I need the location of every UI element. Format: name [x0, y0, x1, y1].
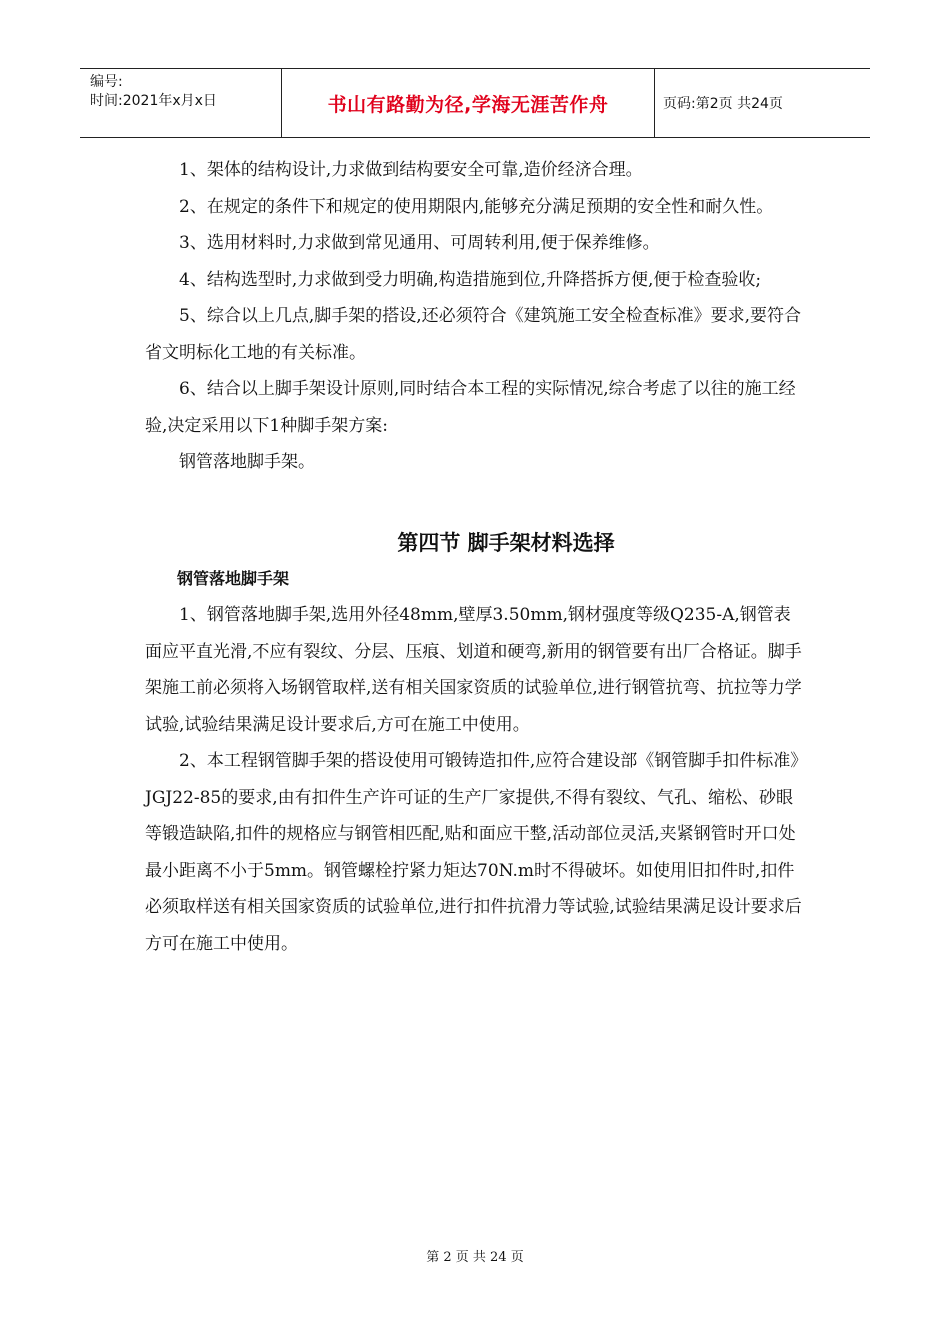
page-footer: 第 2 页 共 24 页 [426, 1250, 524, 1265]
header-page-info: 页码:第2页 共24页 [663, 96, 783, 112]
paragraph: 2、本工程钢管脚手架的搭设使用可锻铸造扣件,应符合建设部《钢管脚手扣件标准》JGJ22-85的要求,由有扣件生产许可证的生产厂家提供,不得有裂纹、气孔、缩松、砂眼等锻造缺陷,扣件的规格应与钢管相匹配,贴和面应干整,活动部位灵活,夹紧钢管时开口处最小距离不小于5mm。钢管螺栓拧紧力矩达70N.m时不得破坏。如使用旧扣件时,扣件必须取样送有相关国家资质的试验单位,进行扣件抗滑力等试验,试验结果满足设计要求后方可在施工中使用。 [145, 751, 802, 954]
paragraph: 3、选用材料时,力求做到常见通用、可周转利用,便于保养维修。 [179, 233, 660, 253]
document-body [145, 152, 807, 962]
paragraph: 5、综合以上几点,脚手架的搭设,还必须符合《建筑施工安全检查标准》要求,要符合省文明标化工地的有关标准。 [145, 306, 802, 363]
subheading: 钢管落地脚手架 [177, 568, 290, 588]
time-label: 时间:2021年x月x日 [90, 93, 217, 109]
paragraph: 1、钢管落地脚手架,选用外径48mm,壁厚3.50mm,钢材强度等级Q235-A,钢管表面应平直光滑,不应有裂纹、分层、压痕、划道和硬弯,新用的钢管要有出厂合格证。脚手架施工前必须将入场钢管取样,送有相关国家资质的试验单位,进行钢管抗弯、抗拉等力学试验,试验结果满足设计要求后,方可在施工中使用。 [145, 605, 802, 735]
header-motto: 书山有路勤为径,学海无涯苦作舟 [282, 69, 655, 137]
number-label: 编号: [90, 74, 123, 90]
page-header [80, 68, 870, 138]
paragraph: 2、在规定的条件下和规定的使用期限内,能够充分满足预期的安全性和耐久性。 [179, 196, 774, 217]
paragraph: 1、架体的结构设计,力求做到结构要安全可靠,造价经济合理。 [179, 160, 643, 180]
section-title: 第四节 脚手架材料选择 [397, 530, 615, 555]
header-meta [80, 69, 282, 137]
paragraph: 钢管落地脚手架。 [179, 452, 315, 472]
paragraph: 4、结构选型时,力求做到受力明确,构造措施到位,升降搭拆方便,便于检查验收; [179, 269, 762, 290]
paragraph: 6、结合以上脚手架设计原则,同时结合本工程的实际情况,综合考虑了以往的施工经验,决定采用以下1种脚手架方案: [145, 379, 796, 436]
